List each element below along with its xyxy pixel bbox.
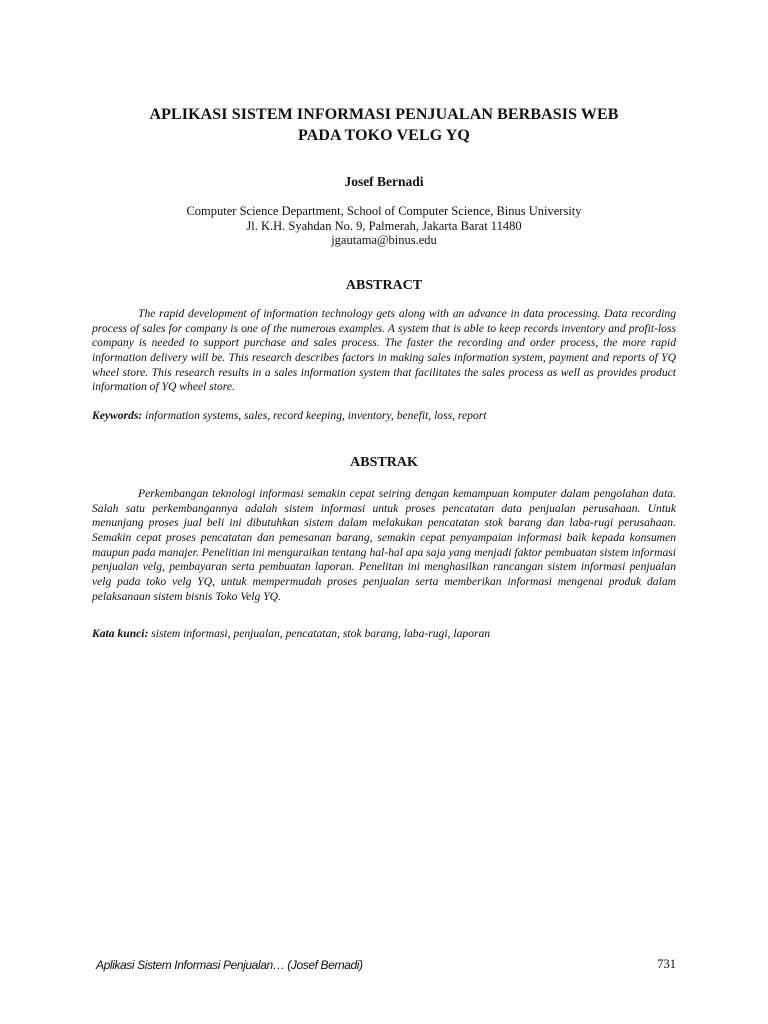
- kata-kunci-list: sistem informasi, penjualan, pencatatan, stok barang, laba-rugi, laporan: [148, 627, 491, 640]
- paper-title: [92, 104, 676, 146]
- paper-title-line-1: APLIKASI SISTEM INFORMASI PENJUALAN BERBASIS WEB: [149, 106, 619, 123]
- kata-kunci-label: Kata kunci:: [92, 627, 149, 640]
- affiliation-email: jgautama@binus.edu: [331, 233, 437, 247]
- author-name: Josef Bernadi: [344, 174, 424, 189]
- page-number: 731: [657, 957, 676, 971]
- paper-title-line-2: PADA TOKO VELG YQ: [298, 127, 470, 144]
- keywords-list: information systems, sales, record keeping, inventory, benefit, loss, report: [142, 409, 487, 422]
- affiliation-department: Computer Science Department, School of Computer Science, Binus University: [186, 204, 582, 218]
- abstract-keywords: [92, 409, 676, 424]
- running-footer-title: Aplikasi Sistem Informasi Penjualan… (Josef Bernadi): [96, 958, 363, 972]
- affiliation-address: Jl. K.H. Syahdan No. 9, Palmerah, Jakarta Barat 11480: [246, 218, 522, 233]
- author-affiliation: [92, 204, 676, 248]
- abstrak-keywords: [92, 627, 676, 642]
- abstrak-body: Perkembangan teknologi informasi semakin cepat seiring dengan kemampuan komputer dalam pengolahan data. Salah satu perkembangannya adalah sistem informasi untuk proses pencatatan data penjualan perusahaan. Untuk menunjang proses jual beli ini dibutuhkan sistem dalam melakukan pencatatan stok barang dan laba-rugi perusahaan. Semakin cepat proses pencatatan dan pemesanan barang, semakin cepat penyampaian informasi baik kepada konsumen maupun pada manajer. Penelitian ini menguraikan tentang hal-hal apa saja yang menjadi faktor pembuatan sistem informasi penjualan velg, pembayaran serta pembuatan laporan. Penelitan ini menghasilkan rancangan sistem informasi penjualan velg pada toko velg YQ, untuk mempermudah proses penjualan serta memberikan informasi mengenai produk dalam pelaksanaan sistem bisnis Toko Velg YQ.: [92, 487, 676, 603]
- abstrak-heading: ABSTRAK: [350, 455, 418, 470]
- abstract-body: The rapid development of information technology gets along with an advance in data processing. Data recording process of sales for company is one of the numerous examples. A system that is able to keep records inventory and profit-loss company is needed to support purchase and sales process. The faster the recording and order process, the more rapid information delivery will be. This research describes factors in making sales information system, payment and reports of YQ wheel store. This research results in a sales information system that facilitates the sales process as well as provides product information of YQ wheel store.: [92, 307, 676, 394]
- abstract-heading: ABSTRACT: [345, 278, 423, 293]
- keywords-label: Keywords:: [92, 409, 143, 422]
